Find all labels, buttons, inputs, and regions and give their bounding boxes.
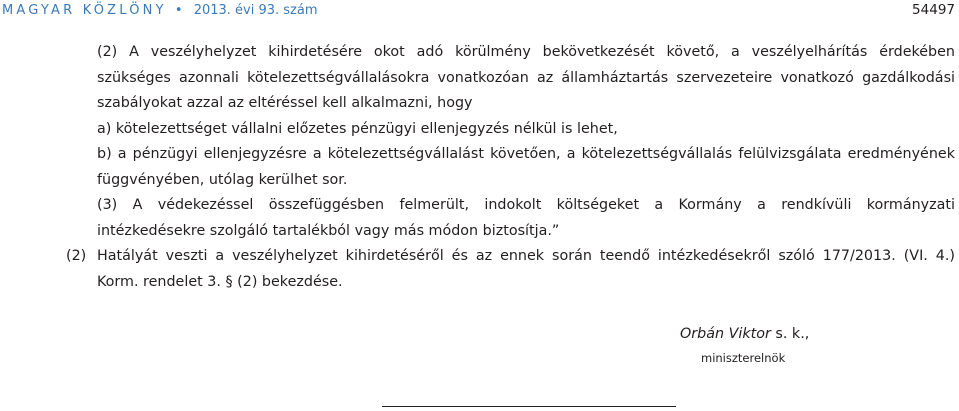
list-item-b-line-2: függvényében, utólag kerülhet sor.	[97, 171, 348, 188]
signatory-name: Orbán Viktor	[680, 326, 771, 342]
section-2-line-2: Korm. rendelet 3. § (2) bekezdése.	[97, 273, 343, 290]
issue-label: 2013. évi 93. szám	[193, 3, 318, 18]
signatory-title: miniszterelnök	[701, 351, 786, 365]
paragraph-3-line-1: (3) A védekezéssel összefüggésben felmerült, indokolt költségeket a Kormány a rendkívüli kormányzati	[97, 197, 955, 213]
signature	[680, 326, 809, 342]
section-2-line-1: Hatályát veszti a veszélyhelyzet kihirdetéséről és az ennek során teendő intézkedésekről szóló 177/2013. (VI. 4.)	[97, 248, 955, 264]
section-number: (2)	[66, 248, 87, 264]
list-item-b-line-1: b) a pénzügyi ellenjegyzésre a kötelezettségvállalást követően, a kötelezettségvállalás felülvizsgálata eredményének	[97, 146, 955, 162]
page-number: 54497	[912, 2, 955, 18]
list-item-a: a) kötelezettséget vállalni előzetes pénzügyi ellenjegyzés nélkül is lehet,	[97, 120, 618, 137]
journal-title: MAGYAR KÖZLÖNY	[2, 3, 167, 18]
paragraph-2-line-1: (2) A veszélyhelyzet kihirdetésére okot adó körülmény bekövetkezését követő, a veszélyelhárítás érdekében	[97, 44, 955, 60]
signatory-suffix: s. k.,	[770, 326, 810, 342]
header-publication	[2, 3, 318, 18]
closing-rule	[382, 406, 676, 407]
paragraph-2-line-3: szabályokat azzal az eltéréssel kell alkalmazni, hogy	[97, 95, 473, 111]
paragraph-2-line-2: szükséges azonnali kötelezettségvállalásokra vonatkozóan az államháztartás szervezeteire vonatkozó gazdálkodási	[97, 69, 955, 86]
paragraph-3-line-2: intézkedésekre szolgáló tartalékból vagy más módon biztosítja.”	[97, 222, 560, 239]
header-separator: •	[174, 3, 183, 18]
page-header	[0, 0, 959, 22]
